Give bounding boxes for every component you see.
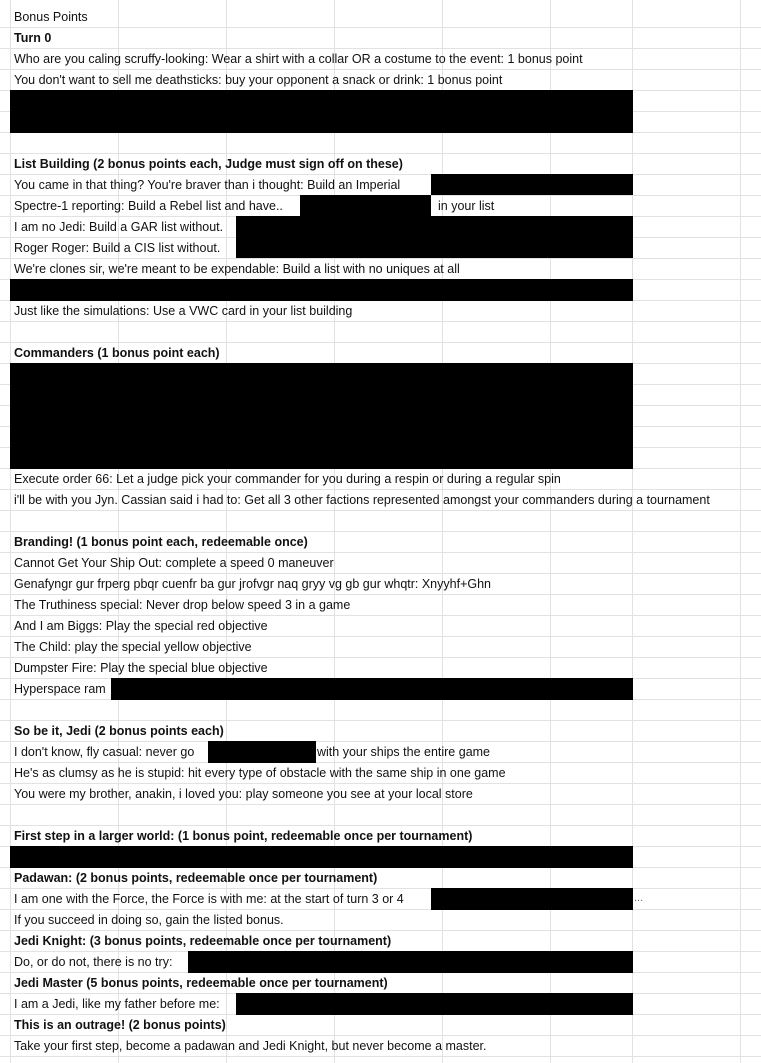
sheet-row[interactable] — [0, 28, 761, 49]
sheet-row[interactable] — [0, 637, 761, 658]
sheet-row[interactable] — [0, 784, 761, 805]
sheet-row[interactable] — [0, 259, 761, 280]
cell-text: I am one with the Force, the Force is with me: at the start of turn 3 or 4 — [14, 892, 404, 906]
sheet-row[interactable] — [0, 49, 761, 70]
section-heading: This is an outrage! (2 bonus points) — [14, 1018, 226, 1032]
section-heading: Padawan: (2 bonus points, redeemable once per tournament) — [14, 871, 378, 885]
cell-text: You came in that thing? You're braver than i thought: Build an Imperial — [14, 178, 401, 192]
section-heading: Jedi Knight: (3 bonus points, redeemable once per tournament) — [14, 934, 392, 948]
cell-text: Just like the simulations: Use a VWC card in your list building — [14, 304, 353, 318]
sheet-row[interactable] — [0, 721, 761, 742]
sheet-row[interactable] — [0, 301, 761, 322]
cell-text: I am no Jedi: Build a GAR list without. — [14, 220, 224, 234]
cell-text: I don't know, fly casual: never go — [14, 745, 195, 759]
sheet-row[interactable] — [0, 595, 761, 616]
sheet-row[interactable] — [0, 511, 761, 532]
sheet-row[interactable] — [0, 700, 761, 721]
cell-text: Execute order 66: Let a judge pick your commander for you during a respin or during a regular spin — [14, 472, 561, 486]
sheet-row[interactable] — [0, 574, 761, 595]
sheet-row[interactable] — [0, 469, 761, 490]
redaction-block — [431, 174, 633, 195]
cell-text: Hyperspace ram — [14, 682, 106, 696]
cell-text: He's as clumsy as he is stupid: hit every type of obstacle with the same ship in one game — [14, 766, 506, 780]
cell-text-suffix: in your list — [438, 199, 495, 213]
redaction-block — [300, 195, 431, 216]
sheet-row[interactable] — [0, 973, 761, 994]
cell-text: You were my brother, anakin, i loved you: play someone you see at your local store — [14, 787, 473, 801]
sheet-row[interactable] — [0, 658, 761, 679]
redaction-block — [111, 678, 633, 700]
sheet-row[interactable] — [0, 826, 761, 847]
cell-text: Cannot Get Your Ship Out: complete a speed 0 maneuver — [14, 556, 334, 570]
sheet-row[interactable] — [0, 1036, 761, 1057]
redaction-block — [208, 741, 316, 763]
cell-text: Spectre-1 reporting: Build a Rebel list and have.. — [14, 199, 283, 213]
cell-text: The Child: play the special yellow objective — [14, 640, 252, 654]
redaction-block — [236, 216, 633, 258]
sheet-row[interactable] — [0, 868, 761, 889]
redaction-block — [431, 888, 633, 910]
cell-text: Who are you caling scruffy-looking: Wear a shirt with a collar OR a costume to the event: 1 bonus point — [14, 52, 583, 66]
sheet-row[interactable] — [0, 70, 761, 91]
redaction-block — [10, 279, 633, 301]
cell-text: Take your first step, become a padawan and Jedi Knight, but never become a master. — [14, 1039, 487, 1053]
cell-text: i'll be with you Jyn. Cassian said i had to: Get all 3 other factions represented amongst your commanders during a tournament — [14, 493, 710, 507]
sheet-row[interactable] — [0, 532, 761, 553]
sheet-row[interactable] — [0, 616, 761, 637]
sheet-row[interactable] — [0, 1015, 761, 1036]
cell-text: Genafyngr gur frperg pbqr cuenfr ba gur jrofvgr naq gryy vg gb gur whqtr: Xnyyhf+Ghn — [14, 577, 491, 591]
sheet-row[interactable] — [0, 7, 761, 28]
section-heading: Branding! (1 bonus point each, redeemable once) — [14, 535, 308, 549]
section-heading: Commanders (1 bonus point each) — [14, 346, 220, 360]
cell-text: The Truthiness special: Never drop below speed 3 in a game — [14, 598, 351, 612]
section-heading: First step in a larger world: (1 bonus point, redeemable once per tournament) — [14, 829, 473, 843]
cell-text: We're clones sir, we're meant to be expendable: Build a list with no uniques at all — [14, 262, 460, 276]
sheet-row[interactable] — [0, 742, 761, 763]
sheet-row[interactable] — [0, 343, 761, 364]
cell-text: And I am Biggs: Play the special red objective — [14, 619, 268, 633]
sheet-row[interactable] — [0, 805, 761, 826]
redaction-block — [10, 363, 633, 469]
sheet-row[interactable] — [0, 322, 761, 343]
sheet-row[interactable] — [0, 931, 761, 952]
sheet-row[interactable] — [0, 175, 761, 196]
sheet-row[interactable] — [0, 154, 761, 175]
cell-text: You don't want to sell me deathsticks: buy your opponent a snack or drink: 1 bonus point — [14, 73, 503, 87]
cell-text: I am a Jedi, like my father before me: — [14, 997, 220, 1011]
redaction-block — [188, 951, 633, 973]
cell-text: Do, or do not, there is no try: — [14, 955, 173, 969]
cell-text: Dumpster Fire: Play the special blue objective — [14, 661, 268, 675]
section-heading: List Building (2 bonus points each, Judge must sign off on these) — [14, 157, 403, 171]
cell-text: Bonus Points — [14, 10, 88, 24]
sheet-row[interactable] — [0, 553, 761, 574]
sheet-row[interactable] — [0, 763, 761, 784]
section-heading: So be it, Jedi (2 bonus points each) — [14, 724, 224, 738]
section-heading: Jedi Master (5 bonus points, redeemable once per tournament) — [14, 976, 388, 990]
sheet-row[interactable] — [0, 133, 761, 154]
overflow-ellipsis: ... — [634, 892, 644, 904]
sheet-row[interactable] — [0, 889, 761, 910]
sheet-row[interactable] — [0, 910, 761, 931]
cell-text: If you succeed in doing so, gain the listed bonus. — [14, 913, 284, 927]
redaction-block — [236, 993, 633, 1015]
cell-text: Roger Roger: Build a CIS list without. — [14, 241, 221, 255]
sheet-row[interactable] — [0, 490, 761, 511]
cell-text-suffix: with your ships the entire game — [317, 745, 491, 759]
redaction-block — [10, 90, 633, 133]
section-heading: Turn 0 — [14, 31, 52, 45]
redaction-block — [10, 846, 633, 868]
